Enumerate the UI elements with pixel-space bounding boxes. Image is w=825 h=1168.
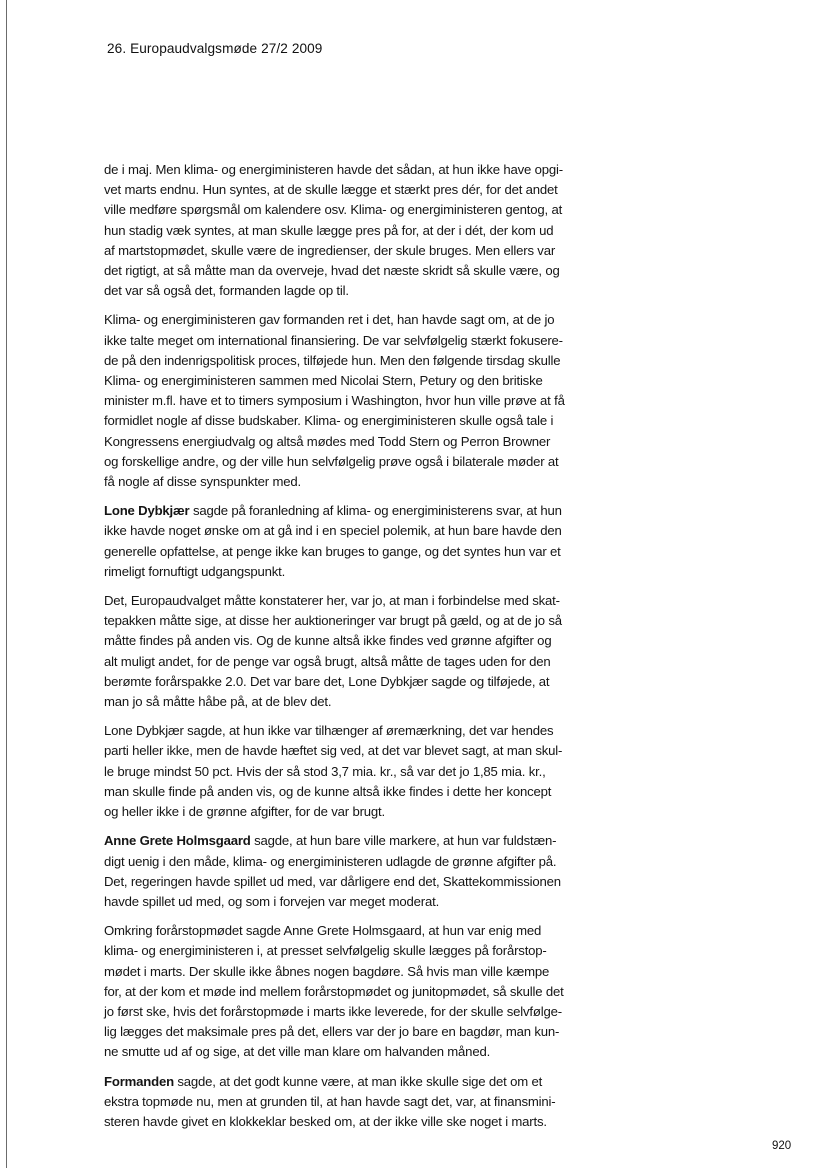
line-text: formidlet nogle af disse budskaber. Klima- og energiministeren skulle også tale i [104, 413, 554, 429]
line-text: tepakken måtte sige, at disse her auktioneringer var brugt på gæld, og at de jo så [104, 613, 562, 629]
text-line [104, 472, 592, 492]
line-text: Omkring forårstopmødet sagde Anne Grete Holmsgaard, at hun var enig med [104, 923, 542, 939]
text-line [104, 160, 592, 180]
paragraph [104, 501, 592, 582]
text-line [104, 1092, 592, 1112]
text-line [104, 852, 592, 872]
text-line [104, 200, 592, 220]
line-text: Det, Europaudvalget måtte konstaterer her, var jo, at man i forbindelse med skat- [104, 593, 560, 609]
text-line [104, 872, 592, 892]
line-text: lig lægges det maksimale pres på det, ellers var der jo bare en bagdør, man kun- [104, 1024, 560, 1040]
text-line [104, 831, 592, 851]
paragraph [104, 831, 592, 912]
text-line [104, 351, 592, 371]
line-text: berømte forårspakke 2.0. Det var bare det, Lone Dybkjær sagde og tilføjede, at [104, 673, 550, 689]
speaker-name: Anne Grete Holmsgaard [104, 833, 251, 849]
line-text: ikke talte meget om international finansiering. De var selvfølgelig stærkt fokusere- [104, 332, 563, 348]
line-text: og heller ikke i de grønne afgifter, for de var brugt. [104, 804, 385, 820]
line-text: havde spillet ud med, og som i forvejen var meget moderat. [104, 893, 440, 909]
text-line [104, 331, 592, 351]
line-text: klima- og energiministeren i, at presset selvfølgelig skulle lægges på forårstop- [104, 943, 547, 959]
line-text: generelle opfattelse, at penge ikke kan bruges to gange, og det syntes hun var et [104, 543, 561, 559]
speaker-name: Formanden [104, 1073, 174, 1089]
line-text: det var så også det, formanden lagde op til. [104, 283, 349, 299]
text-line [104, 982, 592, 1002]
paragraph [104, 721, 592, 822]
line-text: og forskellige andre, og der ville hun selvfølgelig prøve også i bilaterale møder at [104, 453, 559, 469]
text-line [104, 941, 592, 961]
line-text: af martstopmødet, skulle være de ingredienser, der skule bruges. Men ellers var [104, 242, 556, 258]
line-text: alt muligt andet, for de penge var også brugt, altså måtte de tages uden for den [104, 653, 551, 669]
line-text: ville medføre spørgsmål om kalendere osv. Klima- og energiministeren gentog, at [104, 202, 563, 218]
text-line [104, 892, 592, 912]
text-line [104, 762, 592, 782]
line-text: jo først ske, hvis det forårstopmøde i marts ikke leverede, for der skulle selvfølge- [104, 1003, 562, 1019]
line-text: de på den indenrigspolitisk proces, tilføjede hun. Men den følgende tirsdag skulle [104, 352, 561, 368]
line-text: Lone Dybkjær sagde, at hun ikke var tilhænger af øremærkning, det var hendes [104, 723, 554, 739]
text-line [104, 1112, 592, 1132]
text-line [104, 692, 592, 712]
text-line [104, 371, 592, 391]
text-line [104, 562, 592, 582]
text-line [104, 411, 592, 431]
page-number: 920 [772, 1140, 792, 1152]
paragraph [104, 921, 592, 1062]
line-text: minister m.fl. have et to timers symposium i Washington, hvor hun ville prøve at få [104, 393, 565, 409]
line-text: få nogle af disse synspunkter med. [104, 474, 301, 490]
text-line [104, 921, 592, 941]
line-text: steren havde givet en klokkeklar besked om, at der ikke ville ske noget i marts. [104, 1113, 547, 1129]
paragraph [104, 310, 592, 492]
text-line [104, 180, 592, 200]
body-text [104, 160, 592, 1141]
line-text: hun stadig væk syntes, at man skulle lægge pres på for, at der i dét, der kom ud [104, 222, 554, 238]
line-text: det rigtigt, at så måtte man da overveje, hvad det næste skridt så skulle være, og [104, 263, 560, 279]
line-text: Klima- og energiministeren gav formanden ret i det, han havde sagt om, at de jo [104, 312, 555, 328]
line-text: sagde, at det godt kunne være, at man ikke skulle sige det om et [173, 1073, 543, 1089]
line-text: man jo så måtte håbe på, at de blev det. [104, 694, 332, 710]
text-line [104, 542, 592, 562]
text-line [104, 1072, 592, 1092]
line-text: Det, regeringen havde spillet ud med, var dårligere end det, Skattekommissionen [104, 873, 561, 889]
line-text: for, at der kom et møde ind mellem forårstopmødet og junitopmødet, så skulle det [104, 983, 564, 999]
text-line [104, 672, 592, 692]
line-text: man skulle finde på anden vis, og de kunne altså ikke findes i dette her koncept [104, 783, 552, 799]
text-line [104, 782, 592, 802]
paragraph [104, 160, 592, 301]
line-text: Kongressens energiudvalg og altså mødes med Todd Stern og Perron Browner [104, 433, 551, 449]
text-line [104, 962, 592, 982]
page-edge-line [6, 0, 7, 1168]
line-text: måtte findes på anden vis. Og de kunne altså ikke findes ved grønne afgifter og [104, 633, 552, 649]
text-line [104, 261, 592, 281]
text-line [104, 452, 592, 472]
text-line [104, 611, 592, 631]
text-line [104, 1042, 592, 1062]
text-line [104, 432, 592, 452]
paragraph [104, 591, 592, 712]
text-line [104, 1022, 592, 1042]
text-line [104, 631, 592, 651]
text-line [104, 521, 592, 541]
line-text: sagde på foranledning af klima- og energiministerens svar, at hun [189, 503, 562, 519]
line-text: parti heller ikke, men de havde hæftet sig ved, at det var blevet sagt, at man skul- [104, 743, 563, 759]
text-line [104, 221, 592, 241]
text-line [104, 391, 592, 411]
line-text: digt uenig i den måde, klima- og energiministeren udlagde de grønne afgifter på. [104, 853, 557, 869]
text-line [104, 310, 592, 330]
text-line [104, 741, 592, 761]
text-line [104, 281, 592, 301]
line-text: ekstra topmøde nu, men at grunden til, at han havde sagt det, var, at finansmini- [104, 1093, 556, 1109]
text-line [104, 802, 592, 822]
speaker-name: Lone Dybkjær [104, 503, 190, 519]
line-text: de i maj. Men klima- og energiministeren havde det sådan, at hun ikke have opgi- [104, 162, 563, 177]
line-text: rimeligt fornuftigt udgangspunkt. [104, 563, 286, 579]
text-line [104, 652, 592, 672]
line-text: sagde, at hun bare ville markere, at hun var fuldstæn- [250, 833, 557, 849]
paragraph [104, 1072, 592, 1133]
text-line [104, 591, 592, 611]
line-text: ne smutte ud af og sige, at det ville man klare om halvanden måned. [104, 1044, 491, 1060]
page-header: 26. Europaudvalgsmøde 27/2 2009 [107, 41, 323, 56]
line-text: Klima- og energiministeren sammen med Nicolai Stern, Petury og den britiske [104, 373, 543, 389]
line-text: mødet i marts. Der skulle ikke åbnes nogen bagdøre. Så hvis man ville kæmpe [104, 963, 550, 979]
line-text: vet marts endnu. Hun syntes, at de skulle lægge et stærkt pres dér, for det andet [104, 182, 558, 198]
line-text: le bruge mindst 50 pct. Hvis der så stod 3,7 mia. kr., så var det jo 1,85 mia. kr., [104, 763, 546, 779]
text-line [104, 1002, 592, 1022]
text-line [104, 721, 592, 741]
text-line [104, 501, 592, 521]
line-text: ikke havde noget ønske om at gå ind i en speciel polemik, at hun bare havde den [104, 523, 562, 539]
text-line [104, 241, 592, 261]
